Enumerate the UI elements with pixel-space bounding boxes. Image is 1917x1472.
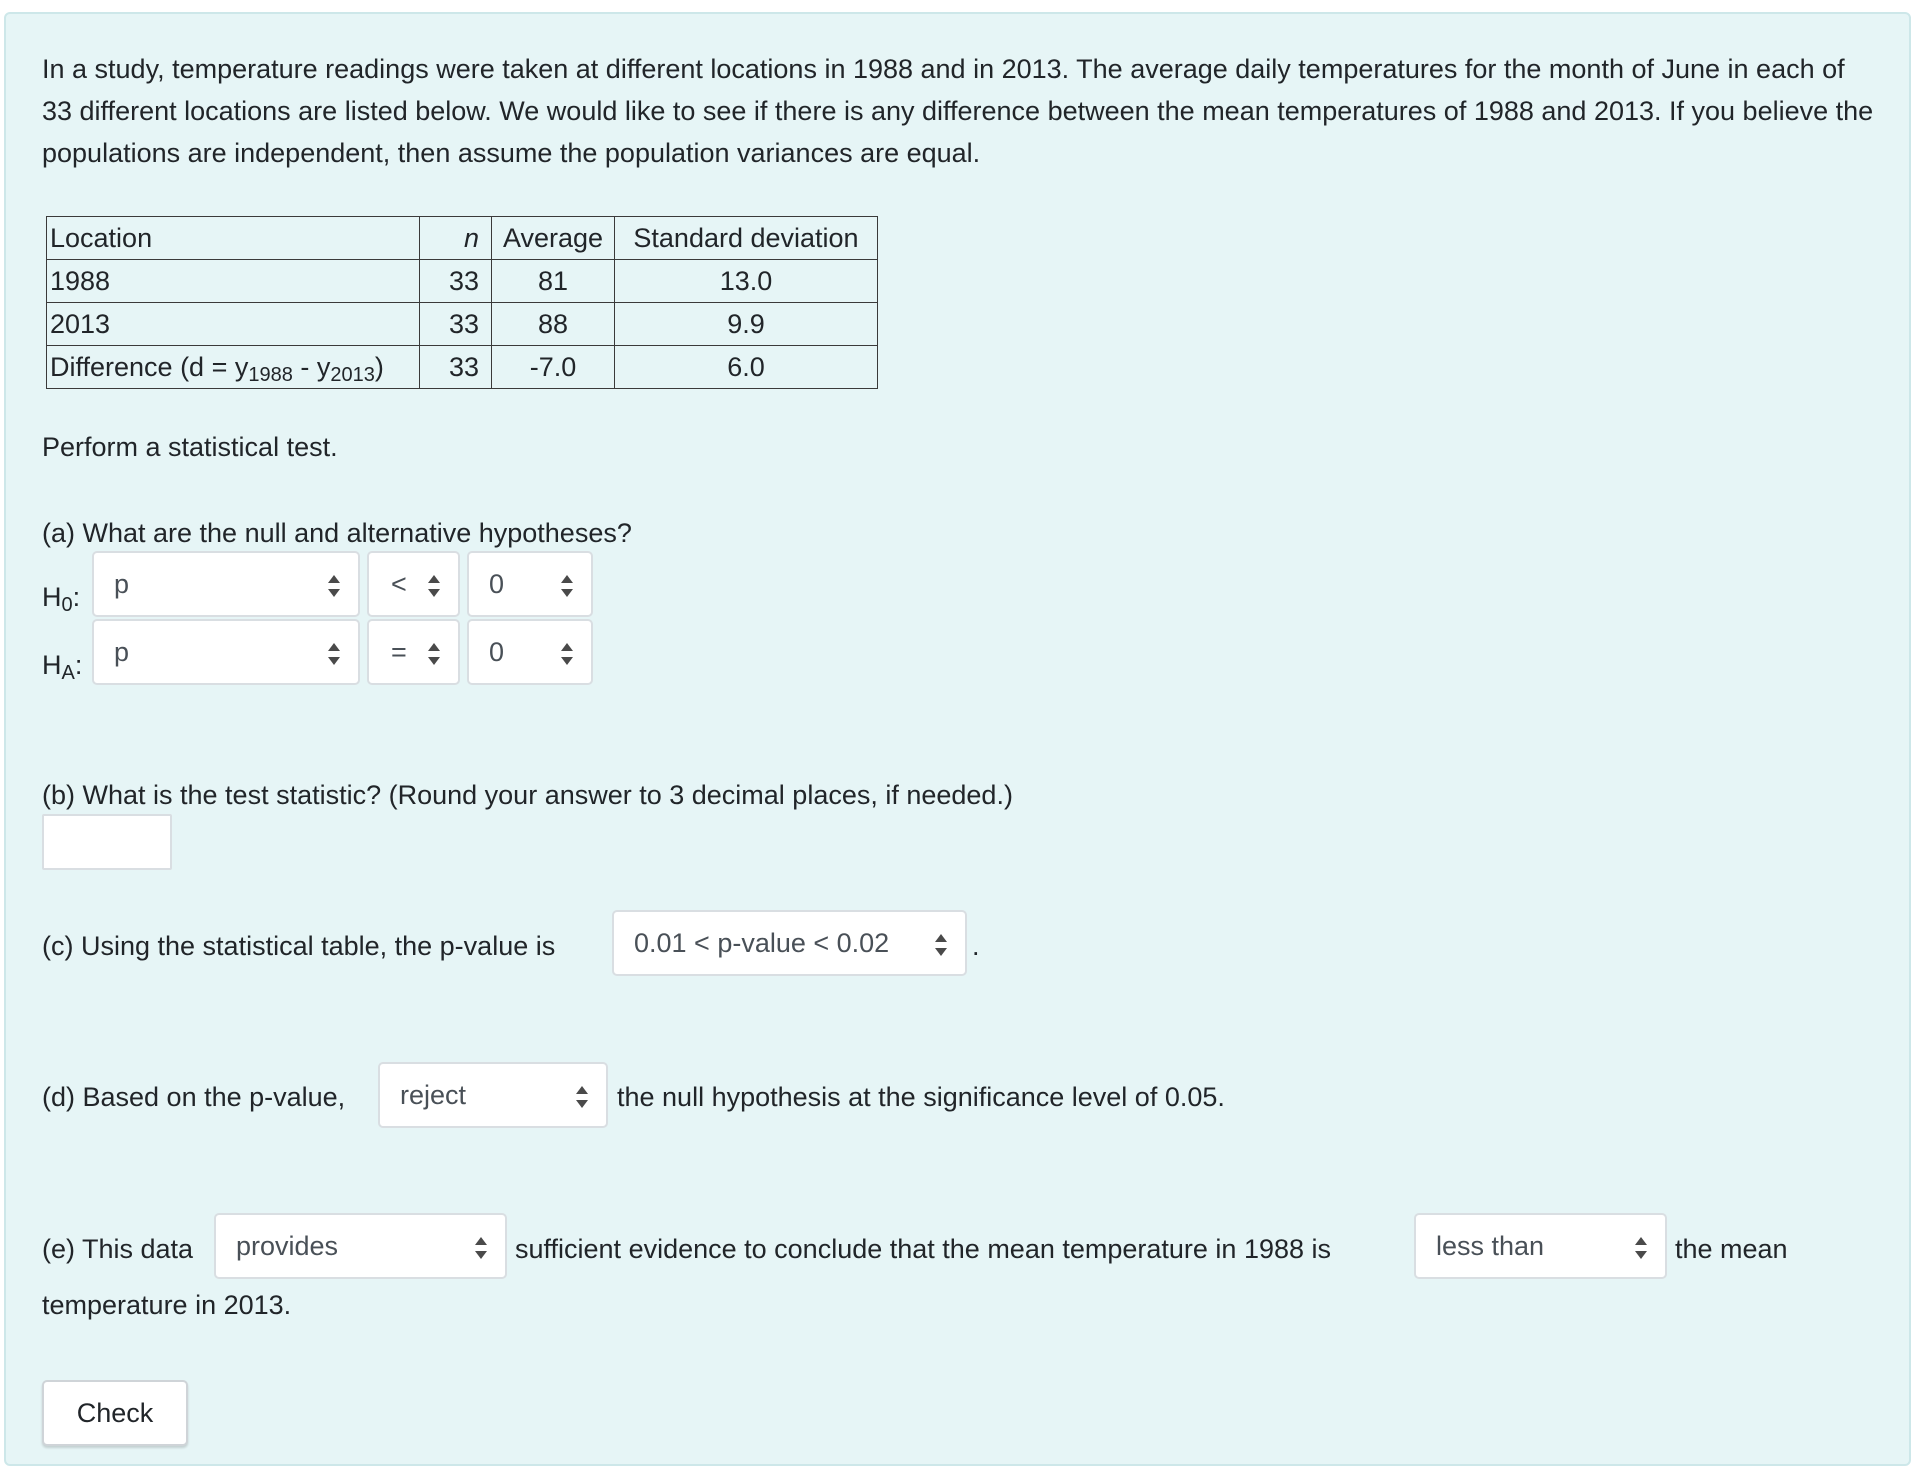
row-sd: 9.9 (615, 303, 878, 346)
part-c-prefix: (c) Using the statistical table, the p-value is (42, 931, 556, 961)
header-n: n (420, 217, 492, 260)
ha-parameter-select[interactable]: p (92, 619, 360, 685)
part-e-line2: temperature in 2013. (42, 1290, 292, 1320)
header-sd: Standard deviation (615, 217, 878, 260)
evidence-select[interactable]: provides (214, 1213, 507, 1279)
row-location: 2013 (47, 303, 420, 346)
difference-sd: 6.0 (615, 346, 878, 389)
row-sd: 13.0 (615, 260, 878, 303)
h0-label: $H_0$: (42, 582, 81, 616)
select-arrows-icon (561, 643, 573, 665)
part-b-question: (b) What is the test statistic? (Round your answer to 3 decimal places, if needed.) (42, 780, 1013, 810)
table-header-row (47, 217, 878, 260)
part-e-suffix: the mean (1675, 1234, 1788, 1264)
select-arrows-icon (475, 1237, 487, 1259)
select-arrows-icon (1635, 1237, 1647, 1259)
header-location: Location (47, 217, 420, 260)
header-average: Average (492, 217, 615, 260)
select-arrows-icon (428, 575, 440, 597)
part-d-suffix: the null hypothesis at the significance level of 0.05. (617, 1082, 1225, 1112)
row-n: 33 (420, 260, 492, 303)
problem-intro: In a study, temperature readings were taken at different locations in 1988 and in 2013. The average daily temperatures for the month of June in each of 33 different locations are listed below. We would like to see if there is any difference between the mean temperatures of 1988 and 2013. If you believe the populations are independent, then assume the population variances are equal. (42, 54, 1874, 168)
perform-instruction: Perform a statistical test. (42, 432, 338, 462)
table-row-difference (47, 346, 878, 389)
select-arrows-icon (428, 643, 440, 665)
h0-value-select[interactable]: 0 (467, 551, 593, 617)
row-average: 81 (492, 260, 615, 303)
p-value-select[interactable]: 0.01 < p-value < 0.02 (612, 910, 967, 976)
select-arrows-icon (935, 934, 947, 956)
comparison-select[interactable]: less than (1414, 1213, 1667, 1279)
part-c-suffix: . (972, 931, 980, 961)
test-statistic-input[interactable] (42, 814, 172, 870)
ha-label: $H_A$: (42, 650, 83, 684)
table-row (47, 260, 878, 303)
part-e-middle: sufficient evidence to conclude that the mean temperature in 1988 is (515, 1234, 1332, 1264)
table-row (47, 303, 878, 346)
difference-label: Difference $(d = y_{1988} - y_{2013})$ (47, 346, 420, 389)
part-a-question: (a) What are the null and alternative hypotheses? (42, 518, 632, 548)
part-e-prefix: (e) This data (42, 1234, 194, 1264)
difference-average: -7.0 (492, 346, 615, 389)
h0-relation-select[interactable]: < (367, 551, 460, 617)
select-arrows-icon (561, 575, 573, 597)
row-n: 33 (420, 303, 492, 346)
check-button[interactable]: Check (42, 1380, 188, 1446)
difference-n: 33 (420, 346, 492, 389)
question-panel (4, 12, 1911, 1466)
select-arrows-icon (328, 643, 340, 665)
row-location: 1988 (47, 260, 420, 303)
decision-select[interactable]: reject (378, 1062, 608, 1128)
select-arrows-icon (576, 1086, 588, 1108)
select-arrows-icon (328, 575, 340, 597)
h0-parameter-select[interactable]: p (92, 551, 360, 617)
summary-table (46, 216, 878, 389)
ha-value-select[interactable]: 0 (467, 619, 593, 685)
ha-relation-select[interactable]: = (367, 619, 460, 685)
row-average: 88 (492, 303, 615, 346)
part-d-prefix: (d) Based on the p-value, (42, 1082, 346, 1112)
